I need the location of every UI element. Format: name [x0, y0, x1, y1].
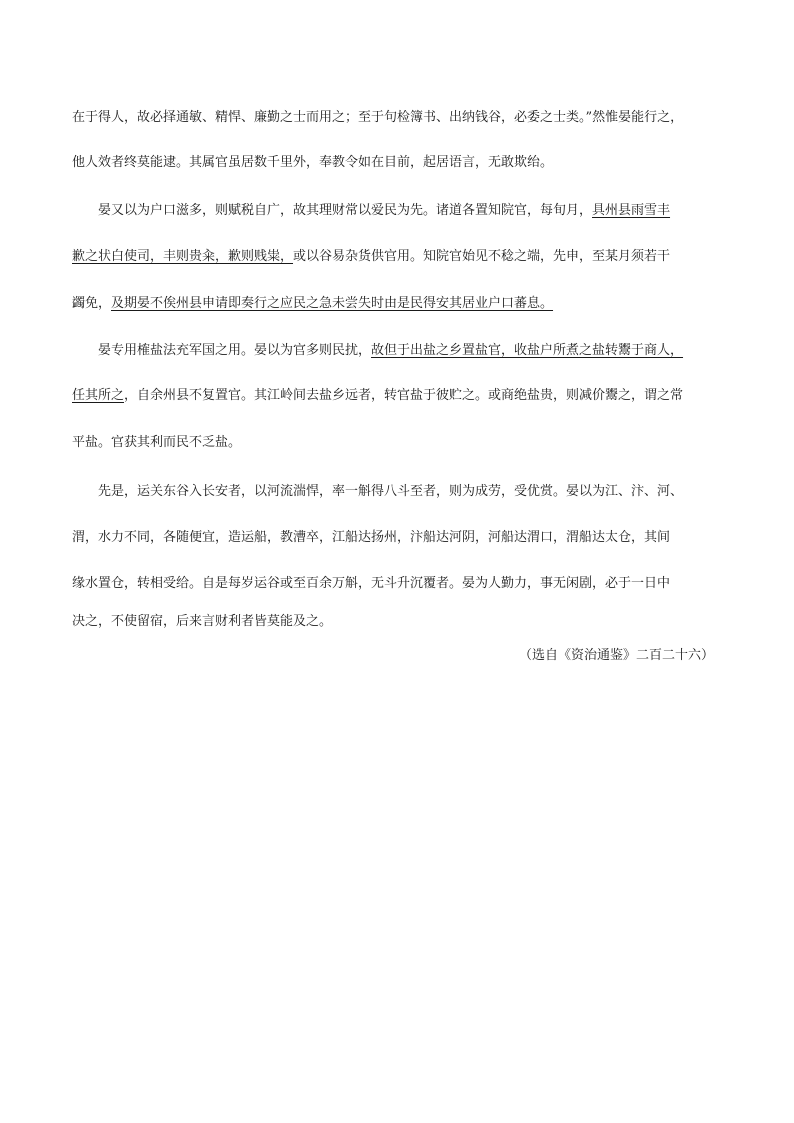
text-line-9	[98, 484, 727, 500]
underlined-segment: 歉之状白使司，丰则贵籴，歉则贱粜，	[72, 249, 294, 264]
line-segment: ，自余州县不复置官。其江岭间去盐乡远者，转官盐于彼贮之。或商绝盐贵，则减价鬻之，谓之常	[124, 388, 684, 403]
line-segment: 晏专用榷盐法充军国之用。晏以为官多则民扰，	[98, 343, 372, 358]
text-line-4	[72, 249, 727, 265]
text-line-1	[72, 110, 727, 126]
source-citation: （选自《资治通鉴》二百二十六）	[518, 648, 714, 663]
underlined-segment: 具州县雨雪丰	[592, 203, 671, 218]
line-segment: 先是，运关东谷入长安者，以河流湍悍，率一斛得八斗至者，则为成劳，受优赏。晏以为江、汴、河、	[98, 484, 684, 499]
text-line-5	[72, 296, 727, 312]
underlined-segment: 及期晏不俟州县申请即奏行之应民之急未尝失时由是民得安其居业户口蕃息。	[111, 296, 554, 311]
text-line-12	[72, 614, 727, 630]
text-line-6	[98, 343, 727, 359]
text-line-10	[72, 530, 727, 546]
underlined-segment: 故但于出盐之乡置盐官，收盐户所煮之盐转鬻于商人，	[371, 343, 684, 358]
line-segment: 决之，不使留宿，后来言财利者皆莫能及之。	[72, 614, 333, 629]
text-line-7	[72, 388, 727, 404]
line-segment: 他人效者终莫能逮。其属官虽居数千里外，奉教令如在目前，起居语言，无敢欺绐。	[72, 155, 554, 170]
line-segment: 渭，水力不同，各随便宜，造运船，教漕卒，江船达扬州，汴船达河阴，河船达渭口，渭船达太仓，其间	[72, 530, 671, 545]
line-segment: 在于得人，故必择通敏、精悍、廉勤之士而用之；至于句检簿书、出纳钱谷，必委之士类。”然惟晏能行之，	[72, 110, 684, 125]
text-line-2	[72, 155, 727, 171]
underlined-segment: 任其所之	[72, 388, 125, 403]
line-segment: 蠲免，	[72, 296, 112, 311]
text-line-11	[72, 576, 727, 592]
text-line-8	[72, 435, 727, 451]
text-line-3	[98, 203, 727, 219]
line-segment: 晏又以为户口滋多，则赋税自广，故其理财常以爱民为先。诸道各置知院官，每旬月，	[98, 203, 593, 218]
line-segment: 或以谷易杂货供官用。知院官始见不稔之端，先申，至某月须若干	[293, 249, 671, 264]
line-segment: 缘水置仓，转相受给。自是每岁运谷或至百余万斛，无斗升沉覆者。晏为人勤力，事无闲剧，必于一日中	[72, 576, 671, 591]
line-segment: 平盐。官获其利而民不乏盐。	[72, 435, 242, 450]
